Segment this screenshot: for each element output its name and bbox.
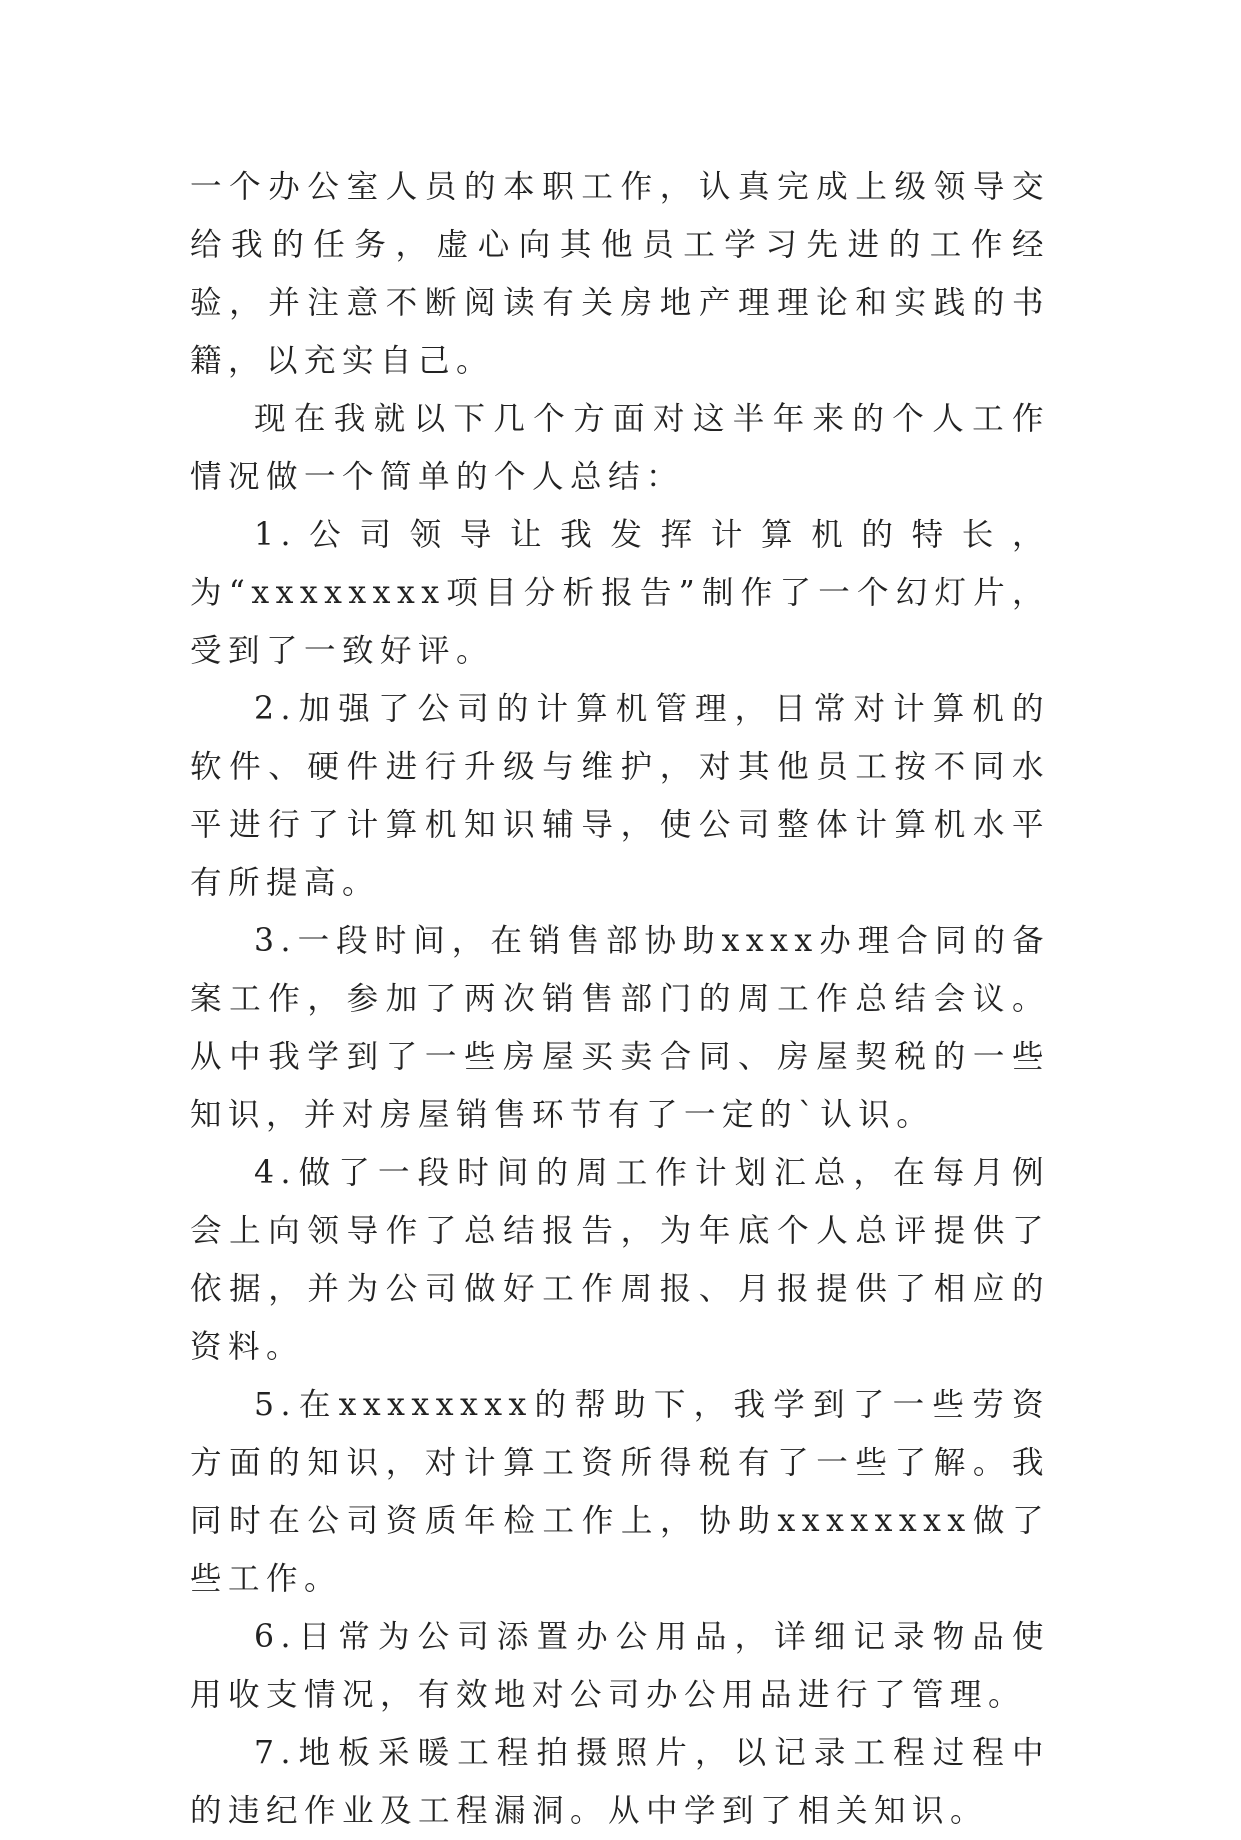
list-item-7: 7.地板采暖工程拍摄照片，以记录工程过程中的违纪作业及工程漏洞。从中学到了相关知识。 — [190, 1735, 1050, 1829]
document-body — [190, 158, 1050, 1840]
list-item-3: 3.一段时间，在销售部协助xxxx办理合同的备案工作，参加了两次销售部门的周工作总结会议。从中我学到了一些房屋买卖合同、房屋契税的一些知识，并对房屋销售环节有了一定的`认识。 — [190, 923, 1050, 1133]
paragraph-summary-lead: 现在我就以下几个方面对这半年来的个人工作情况做一个简单的个人总结： — [190, 401, 1050, 495]
list-item-6: 6.日常为公司添置办公用品，详细记录物品使用收支情况，有效地对公司办公用品进行了管理。 — [190, 1619, 1050, 1713]
paragraph-intro-continuation: 一个办公室人员的本职工作，认真完成上级领导交给我的任务，虚心向其他员工学习先进的工作经验，并注意不断阅读有关房地产理理论和实践的书籍，以充实自己。 — [190, 169, 1050, 379]
list-item-4: 4.做了一段时间的周工作计划汇总，在每月例会上向领导作了总结报告，为年底个人总评提供了依据，并为公司做好工作周报、月报提供了相应的资料。 — [190, 1155, 1050, 1365]
list-item-5: 5.在xxxxxxxx的帮助下，我学到了一些劳资方面的知识，对计算工资所得税有了一些了解。我同时在公司资质年检工作上，协助xxxxxxxx做了些工作。 — [190, 1387, 1050, 1597]
list-item-1: 1.公司领导让我发挥计算机的特长，为“xxxxxxxx项目分析报告”制作了一个幻灯片，受到了一致好评。 — [190, 517, 1050, 669]
list-item-2: 2.加强了公司的计算机管理，日常对计算机的软件、硬件进行升级与维护，对其他员工按不同水平进行了计算机知识辅导，使公司整体计算机水平有所提高。 — [190, 691, 1050, 901]
